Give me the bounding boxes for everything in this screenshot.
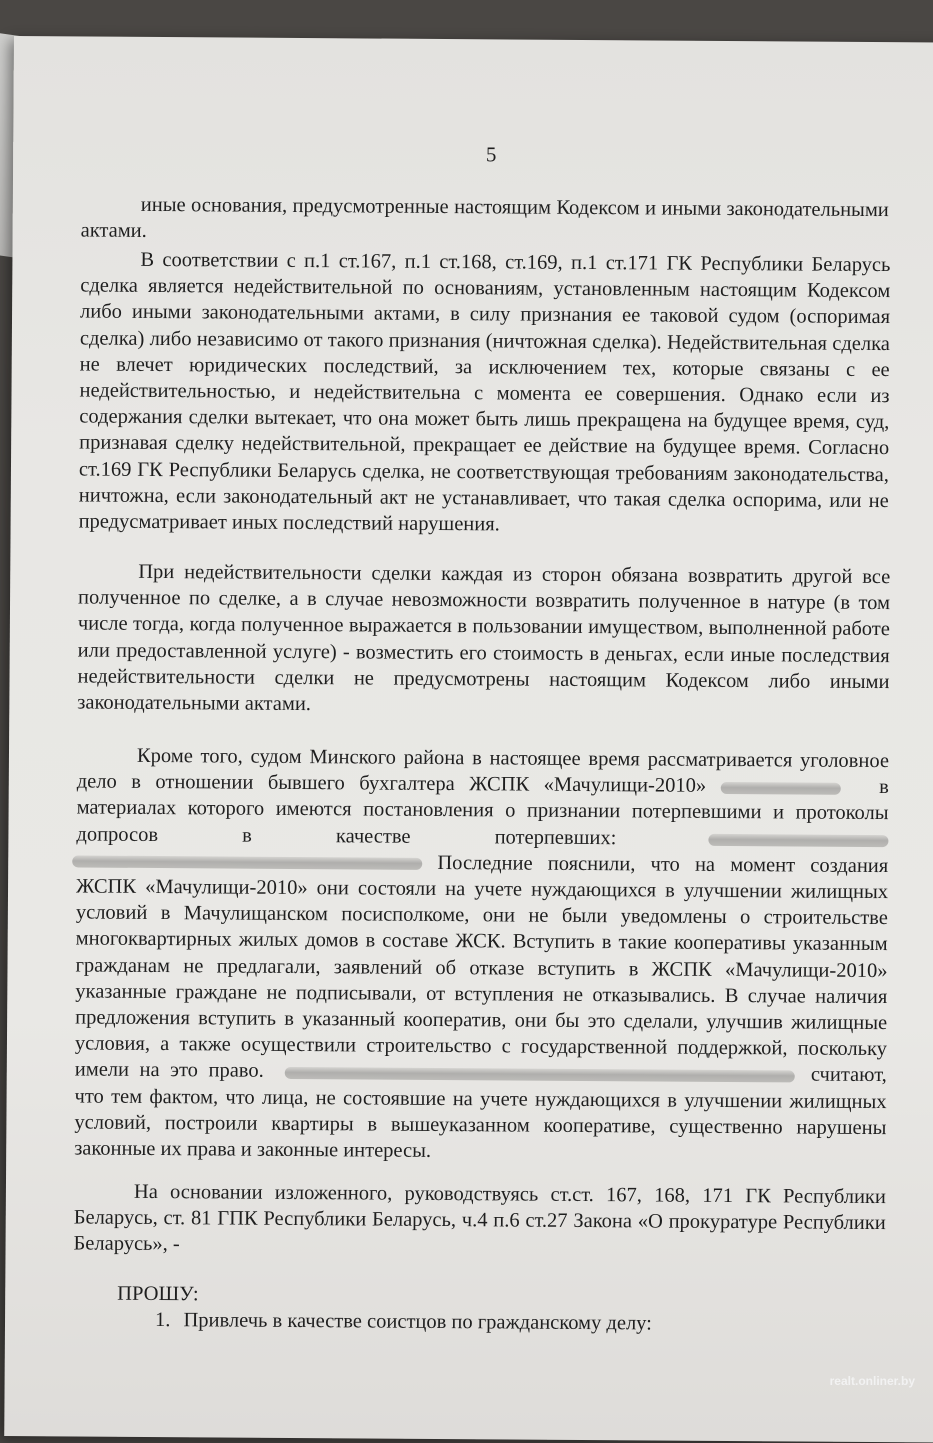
paragraph-1: иные основания, предусмотренные настоящим Кодексом и иными законодательными актами. [80, 193, 889, 243]
watermark: realt.onliner.by [829, 1374, 915, 1388]
redacted-name-3 [72, 856, 422, 870]
list-item-1-text: Привлечь в качестве соистцов по гражданскому делу: [183, 1309, 652, 1335]
paragraph-4 [74, 742, 889, 1167]
request-heading: ПРОШУ: [117, 1282, 199, 1306]
paragraph-5: На основании изложенного, руководствуясь ст.ст. 167, 168, 171 ГК Республики Беларусь, ст. 81 ГПК Республики Беларусь, ч.4 п.6 ст.27 Закона «О прокуратуре Республики Беларусь», - [73, 1180, 886, 1256]
redacted-name-1 [721, 781, 841, 794]
document-page [4, 36, 933, 1443]
paragraph-4-part-1: Кроме того, судом Минского района в настоящее время рассматривается уголовное дело в отношении бывшего бухгалтера ЖСПК «Мачулищи-2010» [76, 744, 890, 798]
list-item-1 [155, 1307, 652, 1337]
redacted-name-2 [708, 834, 888, 847]
paragraph-2: В соответствии с п.1 ст.167, п.1 ст.168, ст.169, п.1 ст.171 ГК Республики Беларусь сделка является недействительной по основаниям, установленным настоящим Кодексом либо иными законодательными актами, в силу признания ее таковой судом (оспоримая сделка) либо независимо от такого признания (ничтожная сделка). Недействительная сделка не влечет юридических последствий, за исключением тех, которые связаны с ее недействительностью, и недействительна с момента ее совершения. Однако если из содержания сделки вытекает, что она может быть лишь прекращена на будущее время, суд, признавая сделку недействительной, прекращает ее действие на будущее время. Согласно ст.169 ГК Республики Беларусь сделка, не соответствующая требованиям законодательства, ничтожна, если законодательный акт не устанавливает, что такая сделка оспорима, или не предусматривает иных последствий нарушения. [78, 248, 891, 536]
paragraph-4-part-2: в материалах которого имеются постановления о признании потерпевшими и протоколы допросов в качестве потерпевших: [76, 776, 889, 849]
paragraph-4-part-4: считают, что тем фактом, что лица, не состоявшие на учете нуждающихся в улучшении жилищных условий, построили квартиры в вышеуказанном кооперативе, существенно нарушены законные их права и законные интересы. [74, 1064, 887, 1162]
page-number: 5 [485, 142, 497, 167]
redacted-name-4 [284, 1067, 794, 1083]
paragraph-4-part-3: Последние пояснили, что на момент создания ЖСПК «Мачулищи-2010» они состояли на учете нуждающихся в улучшении жилищных условий в Мачулищанском посисполкоме, они не были уведомлены о строительстве многоквартирных жилых домов в составе ЖСК. Вступить в такие кооперативы указанным гражданам не предлагали, заявлений об отказе вступить в ЖСПК «Мачулищи-2010» указанные граждане не подписывали, от вступления не отказывались. В случае наличия предложения вступить в указанный кооператив, они бы это сделали, улучшив жилищные условия, а также осуществили строительство с государственной поддержкой, поскольку имели на это право. [74, 851, 889, 1083]
paragraph-3: При недействительности сделки каждая из сторон обязана возвратить другой все полученное по сделке, а в случае невозможности возвратить полученное в натуре (в том числе тогда, когда полученное выражается в пользовании имуществом, выполненной работе или предоставленной услуге) - возместить его стоимость в деньгах, если иные последствия недействительности сделки не предусмотрены настоящим Кодексом либо иными законодательными актами. [77, 560, 891, 716]
list-item-1-number: 1. [154, 1309, 171, 1332]
document-content [73, 36, 902, 1335]
